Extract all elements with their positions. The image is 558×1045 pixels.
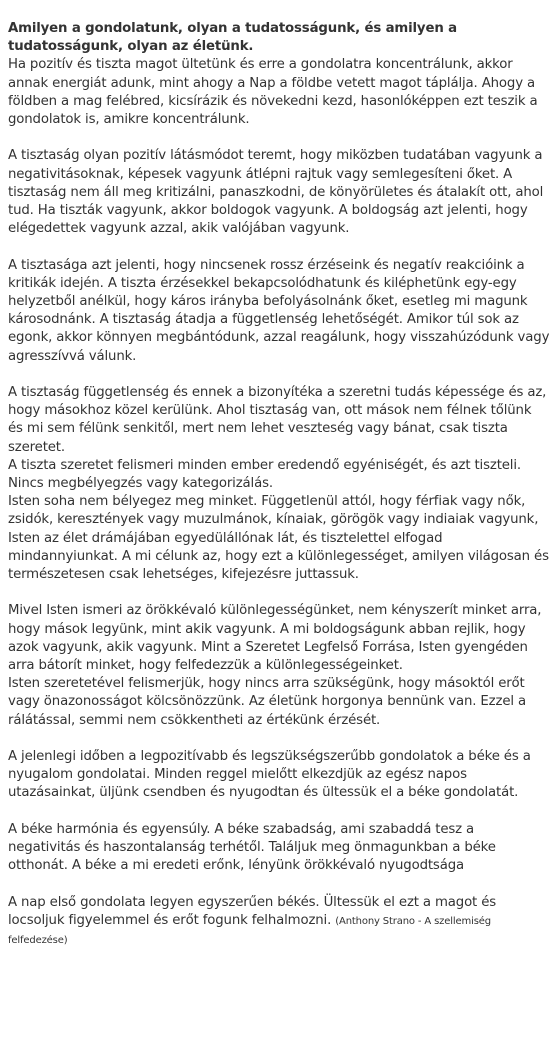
paragraph: A tiszta szeretet felismeri minden ember eredendő egyéniségét, és azt tiszteli. Nincs megbélyegzés vagy kategorizálás. [8,457,521,492]
closing-text: A nap első gondolata legyen egyszerűen békés. Ültessük el ezt a magot és locsoljuk figyelemmel és erőt fogunk felhalmozni. [8,894,497,928]
paragraph-gap [8,238,550,256]
paragraph-gap [8,803,550,821]
article-title: Amilyen a gondolatunk, olyan a tudatosságunk, és amilyen a tudatosságunk, olyan az életünk. [8,21,457,55]
paragraph: Mivel Isten ismeri az örökkévaló különlegességünket, nem kényszerít minket arra, hogy mások legyünk, mint akik vagyunk. A mi boldogságunk abban rejlik, hogy azok vagyunk, akik vagyunk. Mint a Szeretet Legfelső Forrása, Isten gyengéden arra bátorít minket, hogy felfedezzük a különlegességeinket. [8,603,542,674]
paragraph: A jelenlegi időben a legpozitívabb és legszükségszerűbb gondolatok a béke és a nyugalom gondolatai. Minden reggel mielőtt elkezdjük az egész napos utazásainkat, üljünk csendben és nyugodtan és ültessük el a béke gondolatát. [8,749,531,801]
paragraph-gap [8,584,550,602]
paragraph: Ha pozitív és tiszta magot ültetünk és erre a gondolatra koncentrálunk, akkor annak energiát adunk, mint ahogy a Nap a földbe vetett magot táplálja. Ahogy a földben a mag felébred, kicsírázik és növekedni kezd, hasonlóképpen ezt teszik a gondolatok is, amikre koncentrálunk. [8,57,538,128]
closing-paragraph [8,894,550,951]
paragraph: A béke harmónia és egyensúly. A béke szabadság, ami szabaddá tesz a negativitás és haszontalanság terhétől. Találjuk meg önmagunkban a béke otthonát. A béke a mi eredeti erőnk, lényünk örökkévaló nyugodtsága [8,821,496,874]
source-credit: (Anthony Strano - A szellemiség felfedezése) [8,915,492,947]
paragraph-gap [8,730,550,748]
paragraph: A tisztaság olyan pozitív látásmódot teremt, hogy miközben tudatában vagyunk a negativitásoknak, képesek vagyunk átlépni rajtuk vagy semlegesíteni őket. A tisztaság nem áll meg kritizálni, panaszkodni, de könyörületes és átalakít ott, ahol tud. Ha tiszták vagyunk, akkor boldogok vagyunk. A boldogság azt jelenti, hogy elégedettek vagyunk azzal, akik valójában vagyunk. [8,148,544,237]
article-body [8,56,550,893]
paragraph-gap [8,875,550,893]
paragraph: A tisztasága azt jelenti, hogy nincsenek rossz érzéseink és negatív reakcióink a kritikák idején. A tiszta érzésekkel bekapcsolódhatunk és kiléphetünk egy-egy helyzetből anélkül, hogy káros irányba befolyásolnánk őket, esetleg mi magunk károsodnánk. A tisztaság átadja a függetlenség lehetőségét. Amikor túl sok az egonk, akkor könnyen megbántódunk, azzal reagálunk, hogy visszahúzódunk vagy agresszívvá válunk. [8,257,550,364]
paragraph: Isten szeretetével felismerjük, hogy nincs arra szükségünk, hogy másoktól erőt vagy önazonosságot kölcsönözzünk. Az életünk horgonya bennünk van. Ezzel a rálátással, semmi nem csökkentheti az értékünk érzését. [8,676,526,728]
paragraph-gap [8,129,550,147]
paragraph-gap [8,366,550,384]
paragraph: Isten soha nem bélyegez meg minket. Függetlenül attól, hogy férfiak vagy nők, zsidók, keresztények vagy muzulmánok, kínaiak, görögök vagy indiaiak vagyunk, Isten az élet drámájában egyedülállónak lát, és tisztelettel elfogad mindannyiunkat. A mi célunk az, hogy ezt a különlegességet, amilyen világosan és természetesen csak lehetséges, kifejezésre juttassuk. [8,494,549,583]
paragraph: A tisztaság függetlenség és ennek a bizonyítéka a szeretni tudás képessége és az, hogy másokhoz közel kerülünk. Ahol tisztaság van, ott mások nem félnek tőlünk és mi sem félünk senkitől, mert nem lehet veszteség vagy bánat, csak tiszta szeretet. [8,385,547,455]
